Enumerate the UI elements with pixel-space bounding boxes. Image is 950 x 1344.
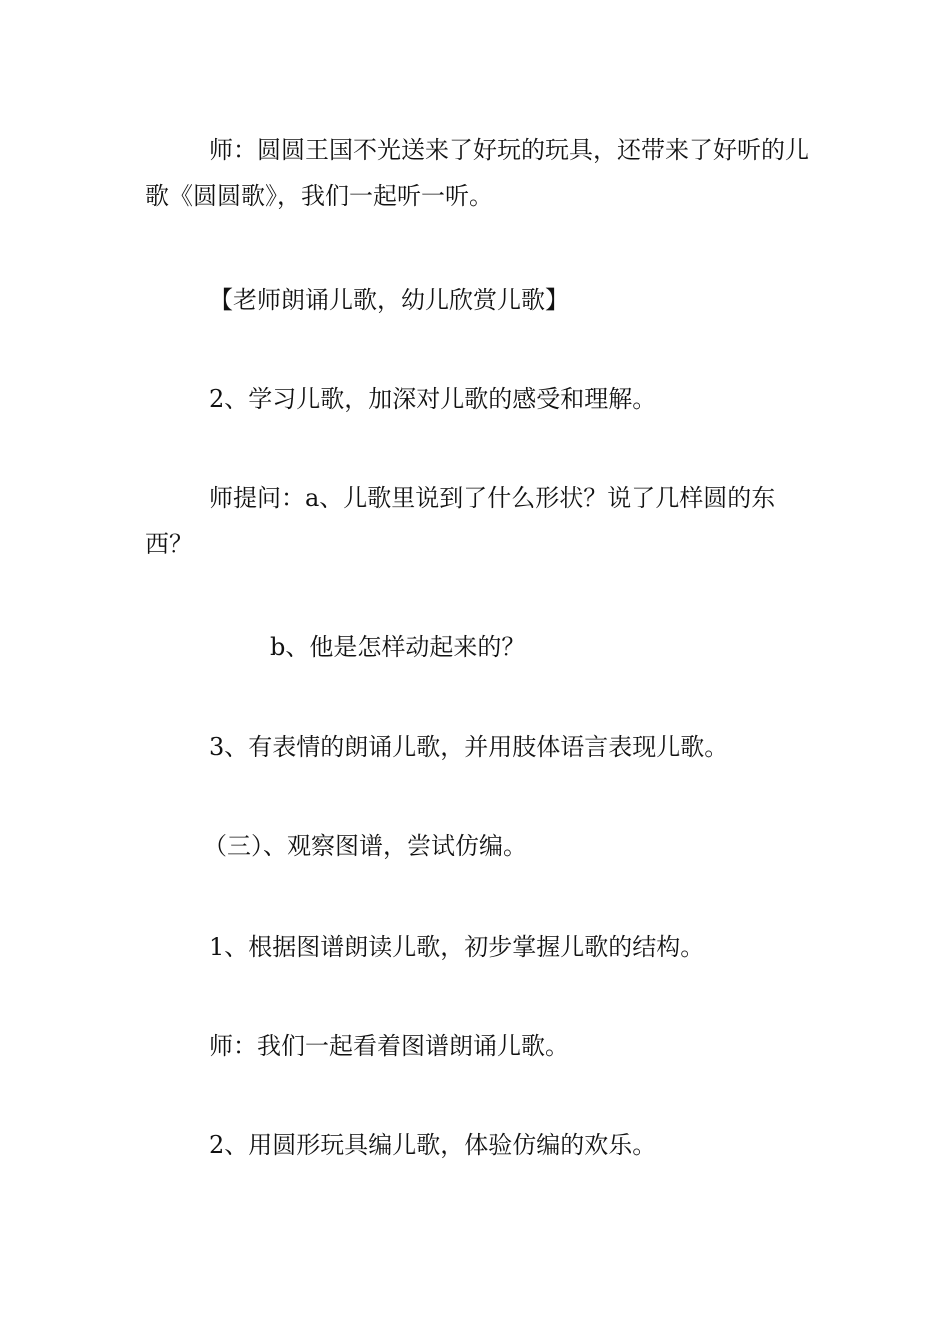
paragraph-1: 师：圆圆王国不光送来了好玩的玩具，还带来了好听的儿歌《圆圆歌》，我们一起听一听。 [145, 136, 809, 210]
paragraph-3: 2、学习儿歌，加深对儿歌的感受和理解。 [209, 385, 657, 413]
paragraph-4: 师提问：a、儿歌里说到了什么形状？说了几样圆的东西？ [145, 484, 776, 558]
paragraph-7: （三）、观察图谱，尝试仿编。 [203, 832, 527, 860]
paragraph-2: 【老师朗诵儿歌，幼儿欣赏儿歌】 [209, 286, 569, 314]
paragraph-5: b、他是怎样动起来的？ [270, 633, 526, 661]
paragraph-8: 1、根据图谱朗读儿歌，初步掌握儿歌的结构。 [209, 933, 705, 961]
paragraph-6: 3、有表情的朗诵儿歌，并用肢体语言表现儿歌。 [209, 733, 729, 761]
paragraph-9: 师：我们一起看着图谱朗诵儿歌。 [209, 1032, 569, 1060]
paragraph-10: 2、用圆形玩具编儿歌，体验仿编的欢乐。 [209, 1131, 657, 1159]
